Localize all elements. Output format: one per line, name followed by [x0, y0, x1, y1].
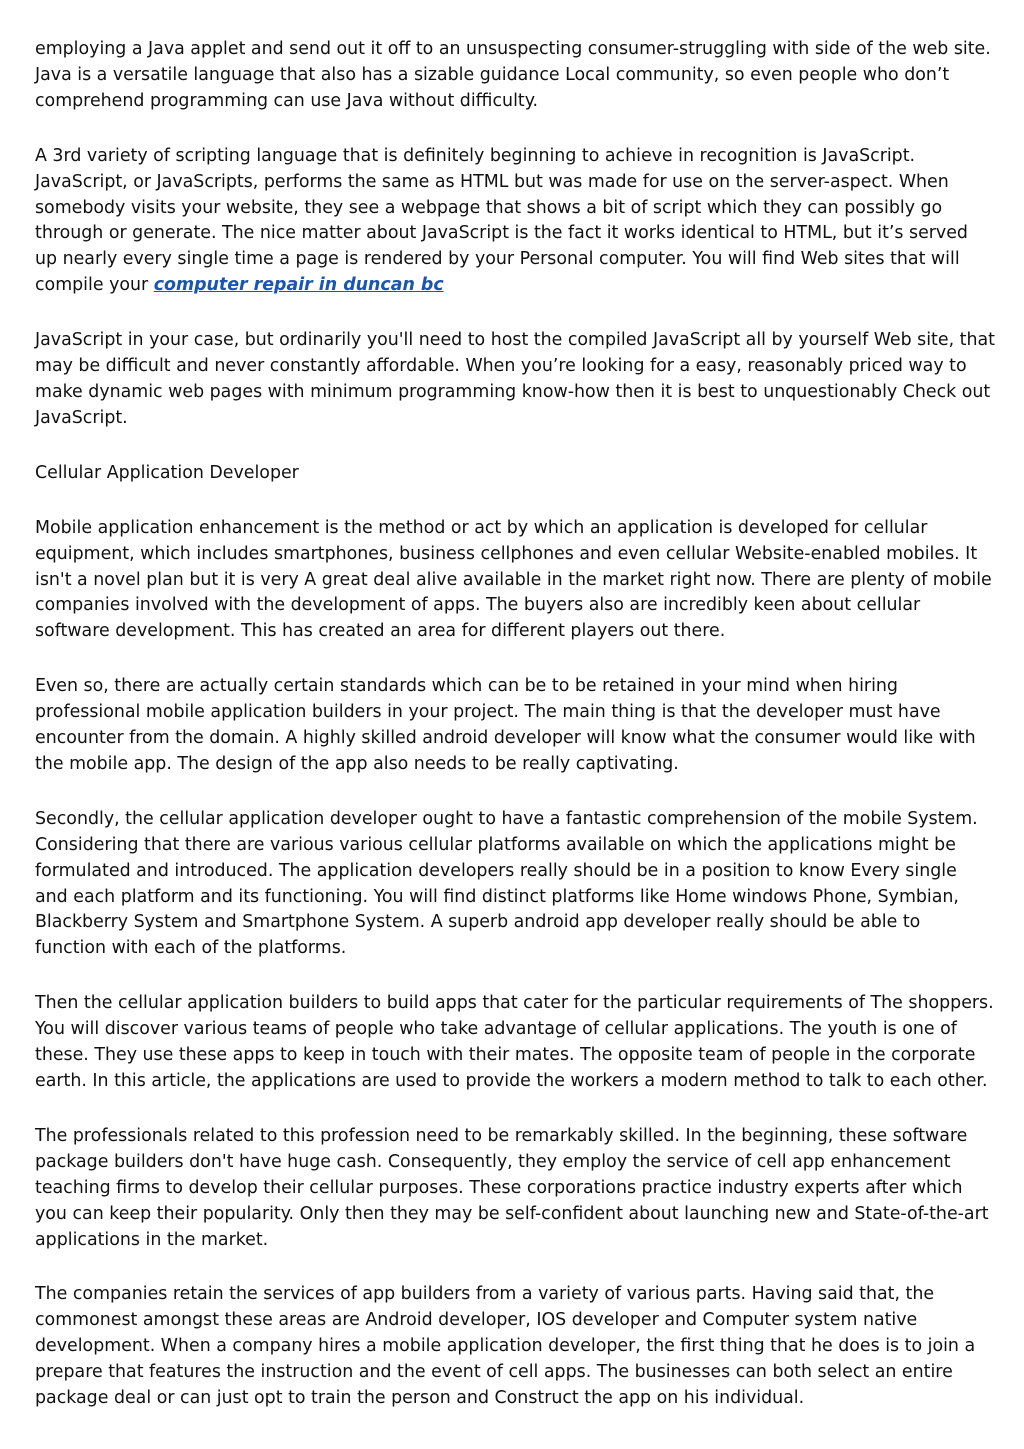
- paragraph-requirements: Then the cellular application builders to build apps that cater for the particular requirements of The shoppers. You will discover various teams of people who take advantage of cellular applications. The youth is one of these. They use these apps to keep in touch with their mates. The opposite team of people in the corporate earth. In this article, the applications are used to provide the workers a modern method to talk to each other.: [35, 993, 994, 1091]
- paragraph-platforms: Secondly, the cellular application developer ought to have a fantastic comprehension of the mobile System. Considering that there are various various cellular platforms available on which the applications might be formulated and introduced. The application developers really should be in a position to know Every single and each platform and its functioning. You will find distinct platforms like Home windows Phone, Symbian, Blackberry System and Smartphone System. A superb android app developer really should be able to function with each of the platforms.: [35, 808, 978, 959]
- paragraph-java-applet: employing a Java applet and send out it off to an unsuspecting consumer-struggling with side of the web site. Java is a versatile language that also has a sizable guidance Local community, so even people who don’t comprehend programming can use Java without difficulty.: [35, 39, 991, 111]
- paragraph-professionals: The professionals related to this profession need to be remarkably skilled. In the beginning, these software package builders don't have huge cash. Consequently, they employ the service of cell app enhancement teaching firms to develop their cellular purposes. These corporations practice industry experts after which you can keep their popularity. Only then they may be self-confident about launching new and State-of-the-art applications in the market.: [35, 1125, 989, 1250]
- paragraph-javascript-hosting: JavaScript in your case, but ordinarily you'll need to host the compiled JavaScript all by yourself Web site, that may be difficult and never constantly affordable. When you’re looking for a easy, reasonably priced way to make dynamic web pages with minimum programming know-how then it is best to unquestionably Check out JavaScript.: [35, 330, 995, 428]
- paragraph-javascript-text: A 3rd variety of scripting language that is definitely beginning to achieve in recognition is JavaScript. JavaScript, or JavaScripts, performs the same as HTML but was made for use on the server-aspect. When somebody visits your website, they see a webpage that shows a bit of script which they can possibly go through or generate. The nice matter about JavaScript is the fact it works identical to HTML, but it’s served up nearly every single time a page is rendered by your Personal computer. You will find Web sites that will compile your: [35, 145, 968, 296]
- paragraph-mobile-enhancement: Mobile application enhancement is the method or act by which an application is developed for cellular equipment, which includes smartphones, business cellphones and even cellular Website-enabled mobiles. It isn't a novel plan but it is very A great deal alive available in the market right now. There are plenty of mobile companies involved with the development of apps. The buyers also are incredibly keen about cellular software development. This has created an area for different players out there.: [35, 517, 992, 642]
- document-body: [35, 37, 995, 1441]
- section-heading: Cellular Application Developer: [35, 462, 299, 483]
- paragraph-companies: The companies retain the services of app builders from a variety of various parts. Having said that, the commonest amongst these areas are Android developer, IOS developer and Computer system native development. When a company hires a mobile application developer, the first thing that he does is to join a prepare that features the instruction and the event of cell apps. The businesses can both select an entire package deal or can just opt to train the person and Construct the app on his individual.: [35, 1284, 976, 1409]
- computer-repair-link[interactable]: computer repair in duncan bc: [153, 275, 444, 296]
- paragraph-javascript-intro: [35, 144, 995, 299]
- paragraph-standards: Even so, there are actually certain standards which can be to be retained in your mind when hiring professional mobile application builders in your project. The main thing is that the developer must have encounter from the domain. A highly skilled android developer will know what the consumer would like with the mobile app. The design of the app also needs to be really captivating.: [35, 676, 976, 774]
